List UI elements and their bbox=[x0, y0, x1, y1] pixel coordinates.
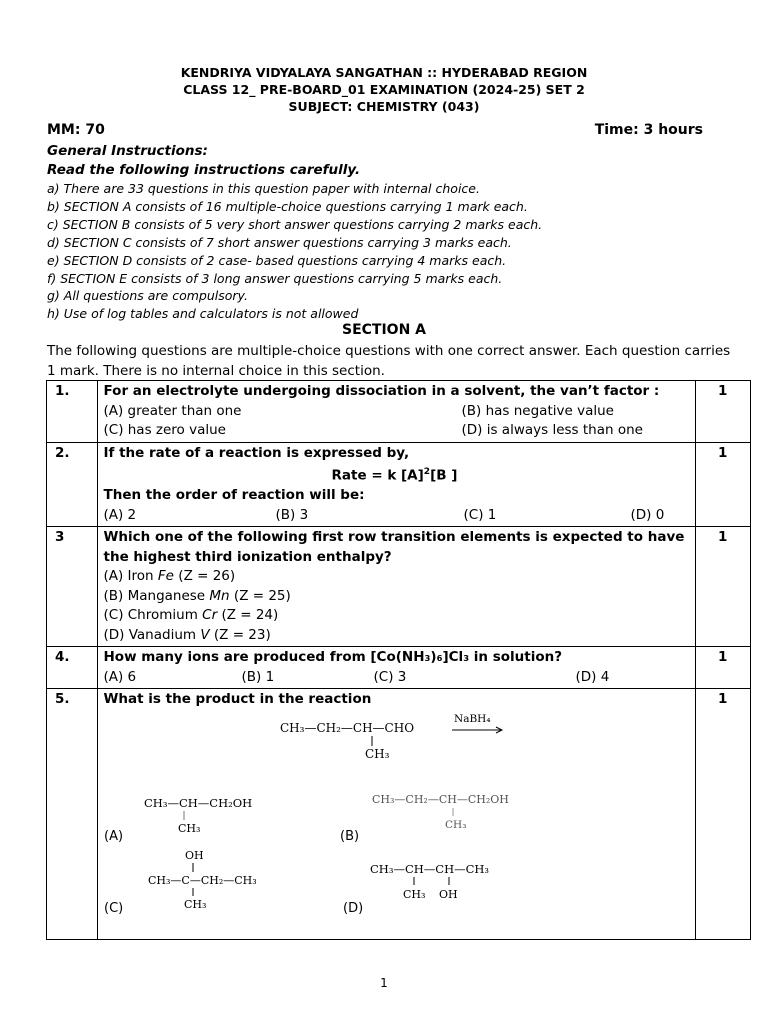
question-text: How many ions are produced from [Co(NH₃)₆]Cl₃ in solution? bbox=[103, 649, 563, 665]
exam-time: Time: 3 hours bbox=[594, 122, 703, 138]
option-a: (A) greater than one bbox=[103, 402, 242, 419]
question-row bbox=[47, 647, 751, 689]
element-symbol: Fe bbox=[157, 568, 174, 584]
option-c: (C) 3 bbox=[373, 668, 407, 685]
section-intro: The following questions are multiple-choice questions with one correct answer. Each question carries 1 mark. There is no internal choice in this section. bbox=[47, 343, 731, 379]
question-number: 3 bbox=[47, 527, 98, 647]
reactant-formula: CH₃—CH₂—CH—CHO bbox=[279, 720, 414, 735]
option-c: (C) Chromium Cr (Z = 24) bbox=[103, 607, 279, 623]
reaction-diagram bbox=[104, 710, 689, 938]
general-instructions bbox=[47, 142, 737, 323]
option-d: (D) is always less than one bbox=[461, 422, 643, 438]
question-text: If the rate of a reaction is expressed by, bbox=[103, 444, 410, 461]
question-number: 5. bbox=[47, 689, 98, 940]
instruction-item: h) Use of log tables and calculators is not allowed bbox=[47, 306, 359, 322]
header-line-2: CLASS 12_ PRE-BOARD_01 EXAMINATION (2024-25) SET 2 bbox=[183, 82, 585, 97]
question-marks: 1 bbox=[695, 381, 751, 443]
instruction-item: e) SECTION D consists of 2 case- based questions carrying 4 marks each. bbox=[47, 252, 507, 268]
question-marks: 1 bbox=[695, 689, 751, 940]
instructions-title: General Instructions: bbox=[47, 143, 208, 159]
instruction-item: a) There are 33 questions in this question paper with internal choice. bbox=[47, 181, 480, 196]
question-body bbox=[97, 442, 695, 527]
option-a-structure: CH₃—CH—CH₂OH bbox=[143, 795, 252, 810]
instruction-item: g) All questions are compulsory. bbox=[47, 288, 248, 304]
question-text: What is the product in the reaction bbox=[103, 691, 372, 707]
instruction-item: d) SECTION C consists of 7 short answer questions carrying 3 marks each. bbox=[47, 234, 512, 250]
element-symbol: V bbox=[200, 626, 210, 643]
option-d: (D) 4 bbox=[575, 668, 610, 685]
rate-expression bbox=[104, 463, 689, 486]
questions-table bbox=[46, 380, 751, 940]
option-a-branch: CH₃ bbox=[177, 821, 200, 835]
question-row bbox=[47, 381, 751, 443]
option-c-structure: CH₃—C—CH₂—CH₃ bbox=[147, 873, 257, 887]
question-number: 1. bbox=[47, 381, 98, 443]
question-number: 4. bbox=[47, 647, 98, 689]
option-a-label: (A) bbox=[103, 828, 123, 844]
element-symbol: Cr bbox=[202, 607, 218, 623]
rate-exponent: 2 bbox=[423, 467, 431, 477]
question-text-2: Then the order of reaction will be: bbox=[103, 487, 365, 503]
option-c: (C) has zero value bbox=[103, 422, 226, 438]
option-b: (B) Manganese Mn (Z = 25) bbox=[103, 587, 291, 604]
option-d-sub2: OH bbox=[438, 887, 458, 901]
question-text: Which one of the following first row transition elements is expected to have the highest third ionization enthalpy? bbox=[103, 529, 685, 565]
instruction-item: f) SECTION E consists of 3 long answer questions carrying 5 marks each. bbox=[47, 270, 503, 286]
option-d: (D) Vanadium V (Z = 23) bbox=[103, 626, 271, 643]
question-marks: 1 bbox=[695, 442, 751, 527]
rate-prefix: Rate = k [A] bbox=[331, 467, 424, 484]
reactant-branch: CH₃ bbox=[364, 746, 389, 761]
option-c-branch: CH₃ bbox=[183, 897, 206, 911]
question-row bbox=[47, 442, 751, 527]
instruction-item: c) SECTION B consists of 5 very short answer questions carrying 2 marks each. bbox=[47, 216, 543, 232]
section-title: SECTION A bbox=[341, 322, 426, 338]
option-a: (A) 6 bbox=[103, 668, 137, 685]
question-text: For an electrolyte undergoing dissociation in a solvent, the van’t factor : bbox=[103, 383, 660, 399]
option-a: (A) Iron Fe (Z = 26) bbox=[103, 568, 236, 584]
option-b: (B) 3 bbox=[275, 506, 309, 523]
question-marks: 1 bbox=[695, 647, 751, 689]
reagent-label: NaBH₄ bbox=[453, 712, 491, 725]
option-c: (C) 1 bbox=[463, 506, 497, 523]
header-line-3: SUBJECT: CHEMISTRY (043) bbox=[288, 99, 480, 114]
question-body bbox=[97, 527, 695, 647]
option-d-label: (D) bbox=[342, 900, 363, 916]
element-symbol: Mn bbox=[209, 587, 230, 604]
rate-suffix: [B ] bbox=[430, 467, 458, 484]
option-d-structure: CH₃—CH—CH—CH₃ bbox=[369, 861, 489, 876]
question-body bbox=[97, 647, 695, 689]
exam-header bbox=[0, 64, 768, 115]
option-b-label: (B) bbox=[339, 828, 359, 844]
option-c-label: (C) bbox=[103, 900, 123, 916]
option-d-sub1: CH₃ bbox=[402, 887, 425, 901]
option-d: (D) 0 bbox=[630, 506, 665, 523]
instructions-subtitle: Read the following instructions carefully. bbox=[47, 162, 361, 178]
instruction-item: b) SECTION A consists of 16 multiple-choice questions carrying 1 mark each. bbox=[47, 198, 528, 214]
option-b-structure: CH₃—CH₂—CH—CH₂OH bbox=[371, 792, 509, 806]
question-marks: 1 bbox=[695, 527, 751, 647]
option-a: (A) 2 bbox=[103, 506, 137, 523]
option-b: (B) 1 bbox=[241, 668, 275, 685]
option-b-branch: CH₃ bbox=[444, 818, 466, 831]
question-number: 2. bbox=[47, 442, 98, 527]
header-line-1: KENDRIYA VIDYALAYA SANGATHAN :: HYDERABAD REGION bbox=[180, 65, 588, 80]
question-body bbox=[97, 381, 695, 443]
marks-time-row bbox=[47, 122, 703, 138]
question-row bbox=[47, 527, 751, 647]
option-b: (B) has negative value bbox=[461, 402, 614, 419]
page-number: 1 bbox=[380, 976, 388, 990]
max-marks: MM: 70 bbox=[47, 122, 105, 138]
option-c-top: OH bbox=[184, 848, 204, 862]
question-row bbox=[47, 689, 751, 940]
question-body bbox=[97, 689, 695, 940]
